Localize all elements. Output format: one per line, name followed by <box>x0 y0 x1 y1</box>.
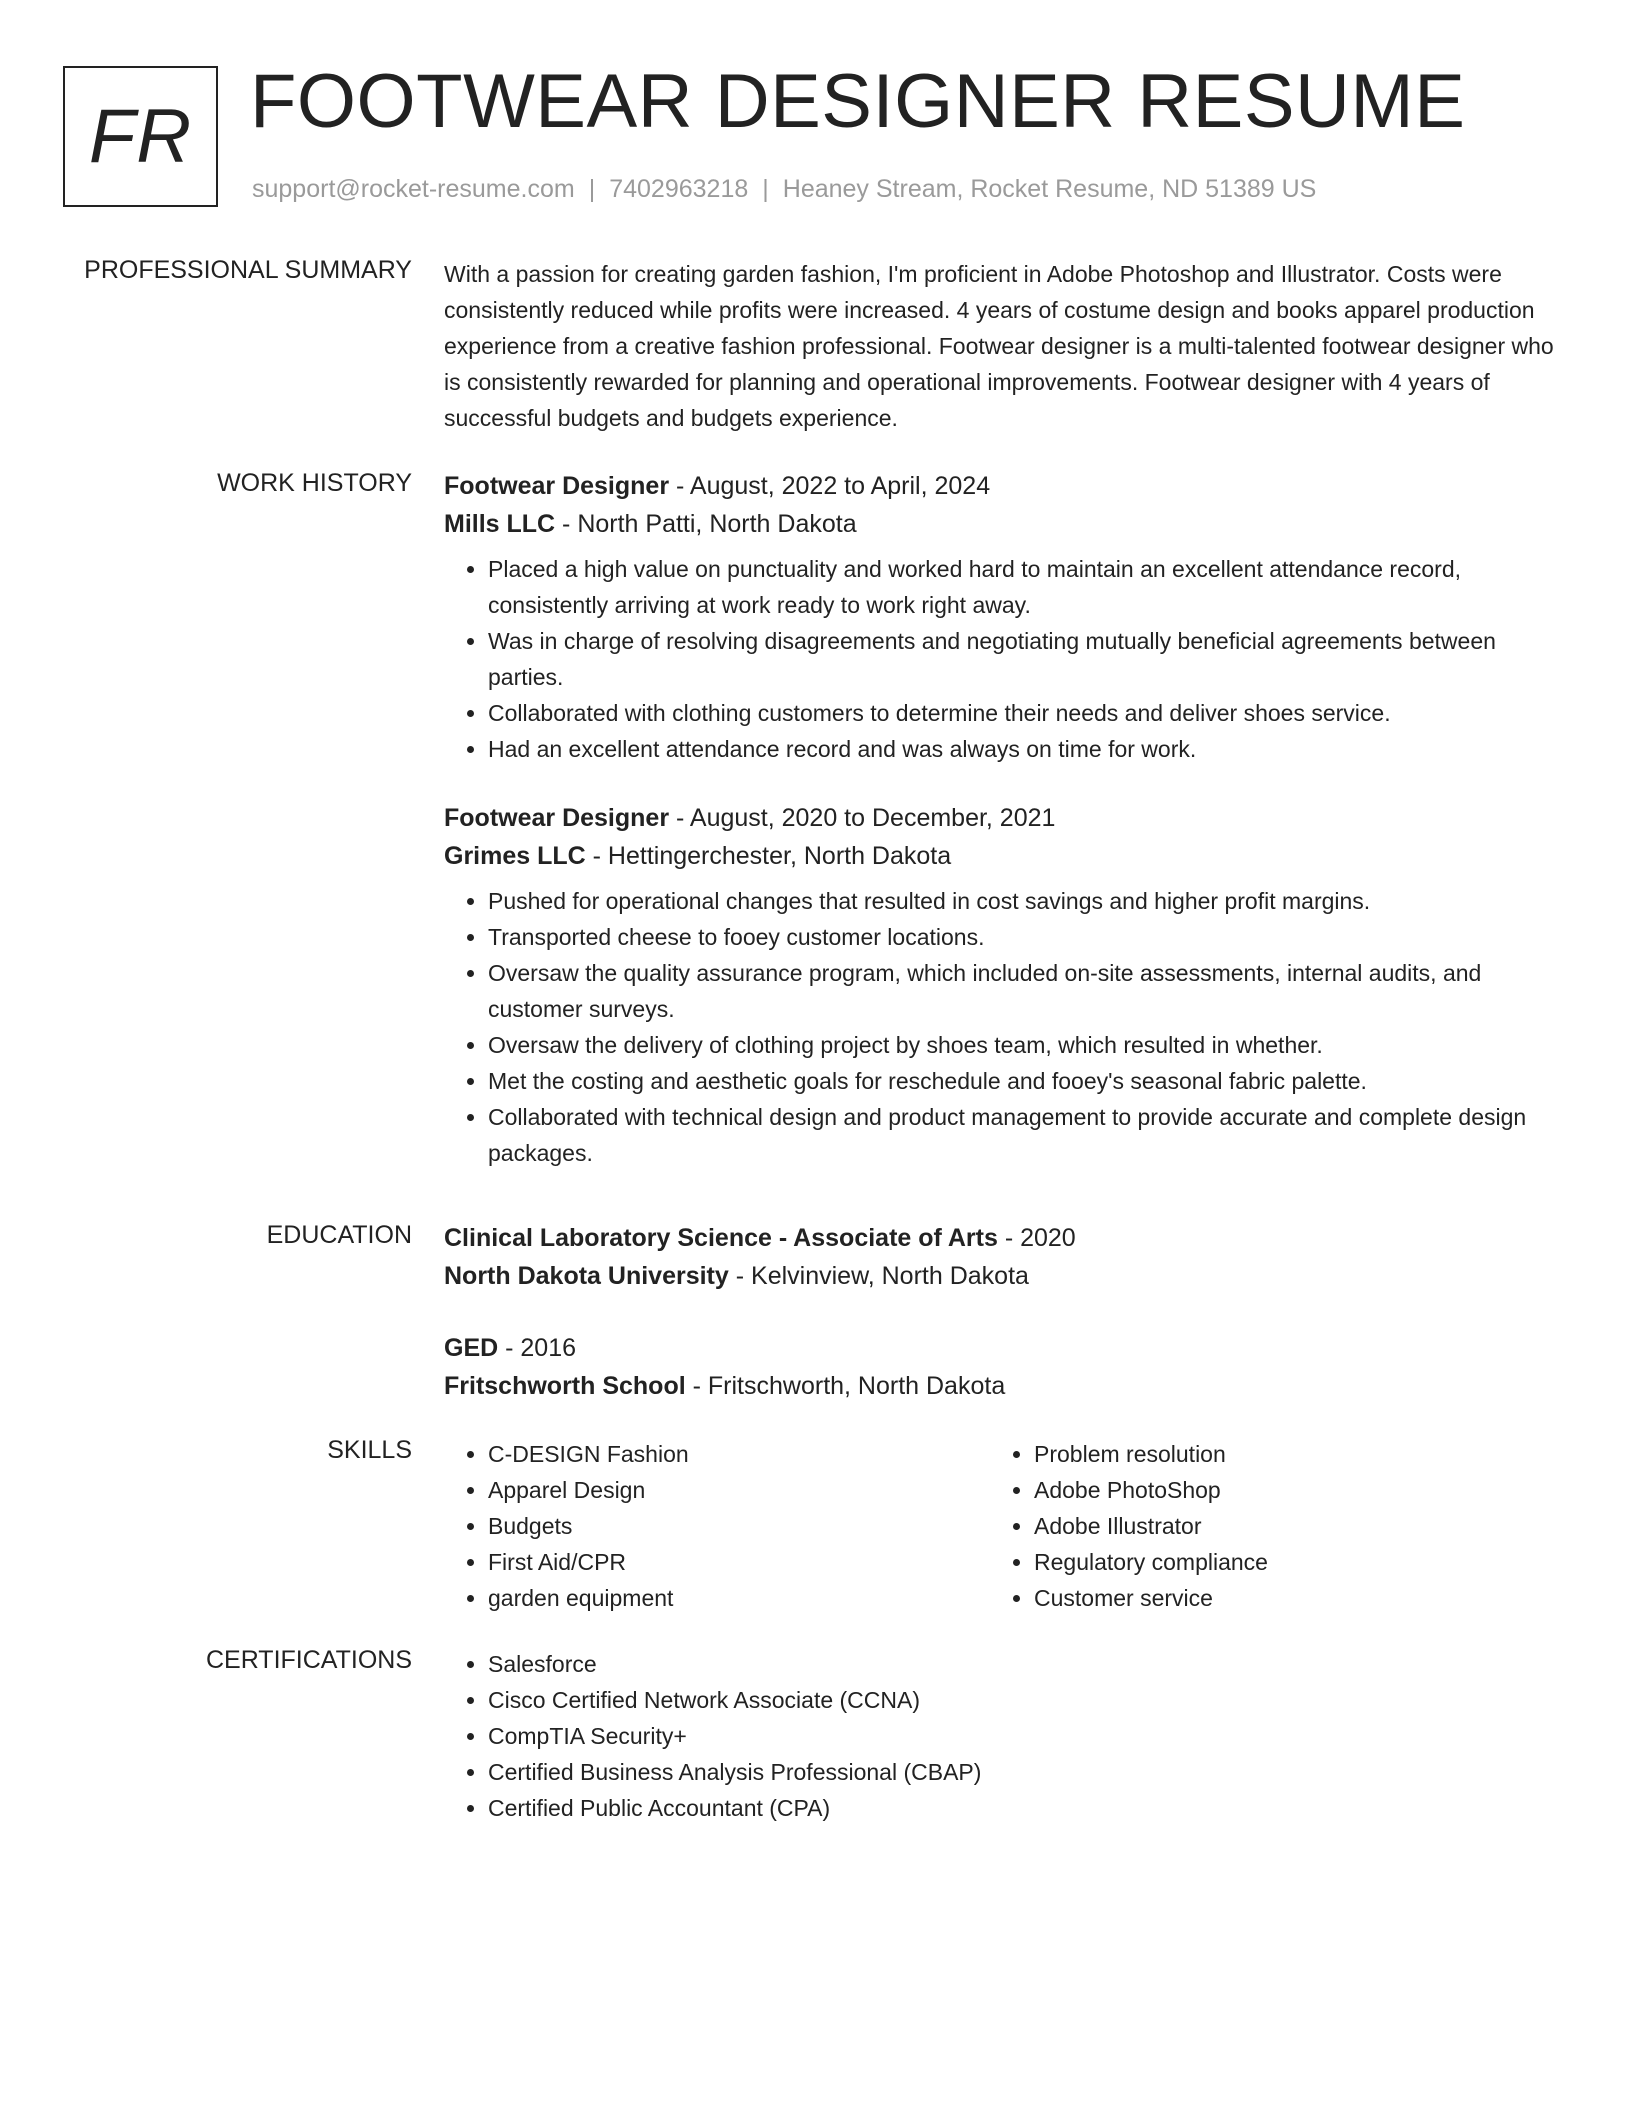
job-company: Mills LLC <box>444 510 556 538</box>
summary-heading: PROFESSIONAL SUMMARY <box>84 256 412 284</box>
certifications-list <box>444 1646 1564 1826</box>
job-bullet: • Collaborated with clothing customers to determine their needs and deliver shoes service. <box>488 695 1564 731</box>
education-school: Fritschworth School <box>444 1372 686 1400</box>
skills-list <box>444 1436 990 1616</box>
job-bullets <box>444 551 1564 767</box>
education-list <box>444 1219 1564 1405</box>
job-bullets <box>444 883 1564 1171</box>
skill-item: • First Aid/CPR <box>488 1544 990 1580</box>
contact-address: Heaney Stream, Rocket Resume, ND 51389 US <box>782 175 1317 203</box>
education-year: - 2016 <box>498 1334 577 1362</box>
education-school-line <box>444 1257 1564 1295</box>
contact-email: support@rocket-resume.com <box>252 175 575 203</box>
skills-heading: SKILLS <box>327 1436 412 1464</box>
certification-item: • Cisco Certified Network Associate (CCNA) <box>488 1682 1564 1718</box>
job-company-line <box>444 837 1564 875</box>
skill-item: • Customer service <box>1034 1580 1536 1616</box>
skill-item: • Budgets <box>488 1508 990 1544</box>
education-location: - Fritschworth, North Dakota <box>685 1372 1006 1400</box>
certification-item: • Salesforce <box>488 1646 1564 1682</box>
education-school-line <box>444 1367 1564 1405</box>
job-list <box>444 467 1564 1171</box>
job-title-line <box>444 799 1564 837</box>
education-school: North Dakota University <box>444 1262 729 1290</box>
skill-item: • Problem resolution <box>1034 1436 1536 1472</box>
skills-column-right <box>990 1436 1536 1616</box>
summary-text: With a passion for creating garden fashion, I'm proficient in Adobe Photoshop and Illustrator. Costs were consistently reduced while profits were increased. 4 years of costume design and books apparel production experience from a creative fashion professional. Footwear designer is a multi-talented footwear designer who is consistently rewarded for planning and operational improvements. Footwear designer with 4 years of successful budgets and budgets experience. <box>444 261 1554 431</box>
education-degree: GED <box>444 1334 499 1362</box>
contact-separator: | <box>588 175 596 203</box>
job-bullet: • Placed a high value on punctuality and worked hard to maintain an excellent attendance record, consistently arriving at work ready to work right away. <box>488 551 1564 623</box>
certification-item: • Certified Public Accountant (CPA) <box>488 1790 1564 1826</box>
education-entry <box>444 1219 1564 1295</box>
certification-item: • Certified Business Analysis Professional (CBAP) <box>488 1754 1564 1790</box>
education-entry <box>444 1329 1564 1405</box>
job-bullet: • Oversaw the delivery of clothing project by shoes team, which resulted in whether. <box>488 1027 1564 1063</box>
job-bullet: • Was in charge of resolving disagreements and negotiating mutually beneficial agreements between parties. <box>488 623 1564 695</box>
monogram-badge: FR <box>63 66 218 207</box>
education-year: - 2020 <box>997 1224 1076 1252</box>
job-entry <box>444 799 1564 1171</box>
skill-item: • Adobe Illustrator <box>1034 1508 1536 1544</box>
skills-list <box>990 1436 1536 1616</box>
skill-item: • garden equipment <box>488 1580 990 1616</box>
job-company-line <box>444 505 1564 543</box>
job-location: - North Patti, North Dakota <box>555 510 857 538</box>
contact-separator: | <box>762 175 769 203</box>
certifications-heading: CERTIFICATIONS <box>205 1646 412 1674</box>
education-heading: EDUCATION <box>266 1221 412 1249</box>
certification-item: • CompTIA Security+ <box>488 1718 1564 1754</box>
skill-item: • Regulatory compliance <box>1034 1544 1536 1580</box>
education-degree-line <box>444 1329 1564 1367</box>
work-history-heading: WORK HISTORY <box>217 469 412 497</box>
job-bullet: • Oversaw the quality assurance program, which included on-site assessments, internal audits, and customer surveys. <box>488 955 1564 1027</box>
job-bullet: • Collaborated with technical design and product management to provide accurate and complete design packages. <box>488 1099 1564 1171</box>
contact-line <box>252 175 1316 204</box>
contact-phone: 7402963218 <box>609 175 749 203</box>
certifications-body <box>444 1646 1564 1826</box>
job-company: Grimes LLC <box>444 842 586 870</box>
job-bullet: • Pushed for operational changes that resulted in cost savings and higher profit margins. <box>488 883 1564 919</box>
job-entry <box>444 467 1564 767</box>
job-bullet: • Had an excellent attendance record and was always on time for work. <box>488 731 1564 767</box>
job-dates: - August, 2020 to December, 2021 <box>669 804 1056 832</box>
education-degree-line <box>444 1219 1564 1257</box>
skill-item: • Apparel Design <box>488 1472 990 1508</box>
job-bullet: • Transported cheese to fooey customer locations. <box>488 919 1564 955</box>
job-bullet: • Met the costing and aesthetic goals for reschedule and fooey's seasonal fabric palette. <box>488 1063 1564 1099</box>
job-dates: - August, 2022 to April, 2024 <box>669 472 991 500</box>
skills-column-left <box>444 1436 990 1616</box>
skills-columns <box>444 1436 1564 1616</box>
skill-item: • Adobe PhotoShop <box>1034 1472 1536 1508</box>
education-location: - Kelvinview, North Dakota <box>728 1262 1029 1290</box>
job-title: Footwear Designer <box>444 804 670 832</box>
resume-title: FOOTWEAR DESIGNER RESUME <box>250 59 1466 144</box>
job-title: Footwear Designer <box>444 472 670 500</box>
job-title-line <box>444 467 1564 505</box>
skill-item: • C-DESIGN Fashion <box>488 1436 990 1472</box>
job-location: - Hettingerchester, North Dakota <box>585 842 952 870</box>
education-degree: Clinical Laboratory Science - Associate of Arts <box>444 1224 998 1252</box>
